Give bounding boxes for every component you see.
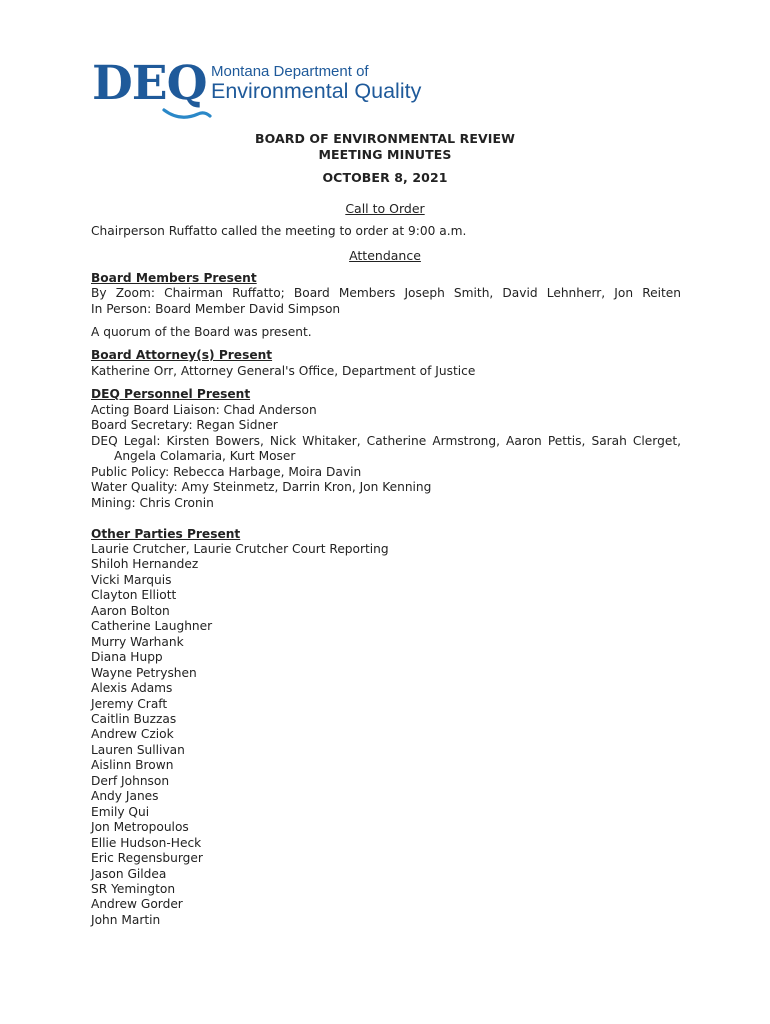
call-to-order-text: Chairperson Ruffatto called the meeting to order at 9:00 a.m. (91, 224, 467, 238)
list-item: Jason Gildea (91, 866, 167, 881)
board-members-heading: Board Members Present (91, 271, 257, 285)
attendance-heading: Attendance (349, 248, 421, 263)
list-item: Clayton Elliott (91, 588, 177, 603)
deq-secretary: Board Secretary: Regan Sidner (91, 418, 278, 432)
deq-public-policy: Public Policy: Rebecca Harbage, Moira Davin (91, 465, 362, 479)
list-item: Andrew Cziok (91, 727, 174, 742)
list-item: Ellie Hudson-Heck (91, 835, 202, 850)
list-item: John Martin (91, 912, 161, 927)
list-item: Derf Johnson (91, 773, 170, 788)
quorum-text: A quorum of the Board was present. (91, 325, 312, 339)
deq-logo (92, 58, 452, 124)
list-item: Jon Metropoulos (91, 820, 189, 835)
logo-swoosh-icon (162, 104, 212, 124)
list-item: Jeremy Craft (91, 696, 168, 711)
list-item: Alexis Adams (91, 681, 173, 696)
deq-legal-line1: DEQ Legal: Kirsten Bowers, Nick Whitaker, Catherine Armstrong, Aaron Pettis, Sarah Clerget, (91, 434, 681, 448)
deq-liaison: Acting Board Liaison: Chad Anderson (91, 403, 317, 417)
list-item: Eric Regensburger (91, 851, 203, 866)
list-item: SR Yemington (91, 881, 176, 896)
list-item: Caitlin Buzzas (91, 711, 177, 726)
call-to-order-heading: Call to Order (345, 201, 425, 216)
document-subtitle: MEETING MINUTES (318, 147, 452, 162)
list-item: Catherine Laughner (91, 619, 213, 634)
attorney-text: Katherine Orr, Attorney General's Office, Department of Justice (91, 364, 476, 378)
deq-personnel-heading: DEQ Personnel Present (91, 387, 251, 401)
list-item: Andrew Gorder (91, 897, 183, 912)
list-item: Diana Hupp (91, 650, 163, 665)
other-parties-heading: Other Parties Present (91, 527, 241, 541)
list-item: Murry Warhank (91, 634, 184, 649)
meeting-date: OCTOBER 8, 2021 (322, 170, 448, 185)
attorney-heading: Board Attorney(s) Present (91, 348, 273, 362)
deq-mining: Mining: Chris Cronin (91, 496, 214, 510)
board-members-zoom: By Zoom: Chairman Ruffatto; Board Members Joseph Smith, David Lehnherr, Jon Reiten (91, 286, 681, 300)
list-item: Wayne Petryshen (91, 665, 197, 680)
list-item: Vicki Marquis (91, 572, 172, 587)
list-item: Andy Janes (91, 789, 159, 804)
deq-legal-line2: Angela Colamaria, Kurt Moser (114, 449, 296, 463)
board-members-in-person: In Person: Board Member David Simpson (91, 302, 341, 316)
logo-mark: DEQ (92, 56, 207, 111)
deq-water-quality: Water Quality: Amy Steinmetz, Darrin Kron, Jon Kenning (91, 480, 432, 494)
logo-line1: Montana Department of (211, 63, 369, 80)
list-item: Lauren Sullivan (91, 742, 185, 757)
list-item: Emily Qui (91, 804, 150, 819)
list-item: Laurie Crutcher, Laurie Crutcher Court Reporting (91, 542, 389, 556)
logo-line2: Environmental Quality (211, 79, 422, 103)
list-item: Aaron Bolton (91, 603, 170, 618)
document-title: BOARD OF ENVIRONMENTAL REVIEW (254, 131, 516, 146)
other-parties-list (91, 542, 389, 928)
list-item: Shiloh Hernandez (91, 557, 199, 572)
list-item: Aislinn Brown (91, 758, 174, 773)
